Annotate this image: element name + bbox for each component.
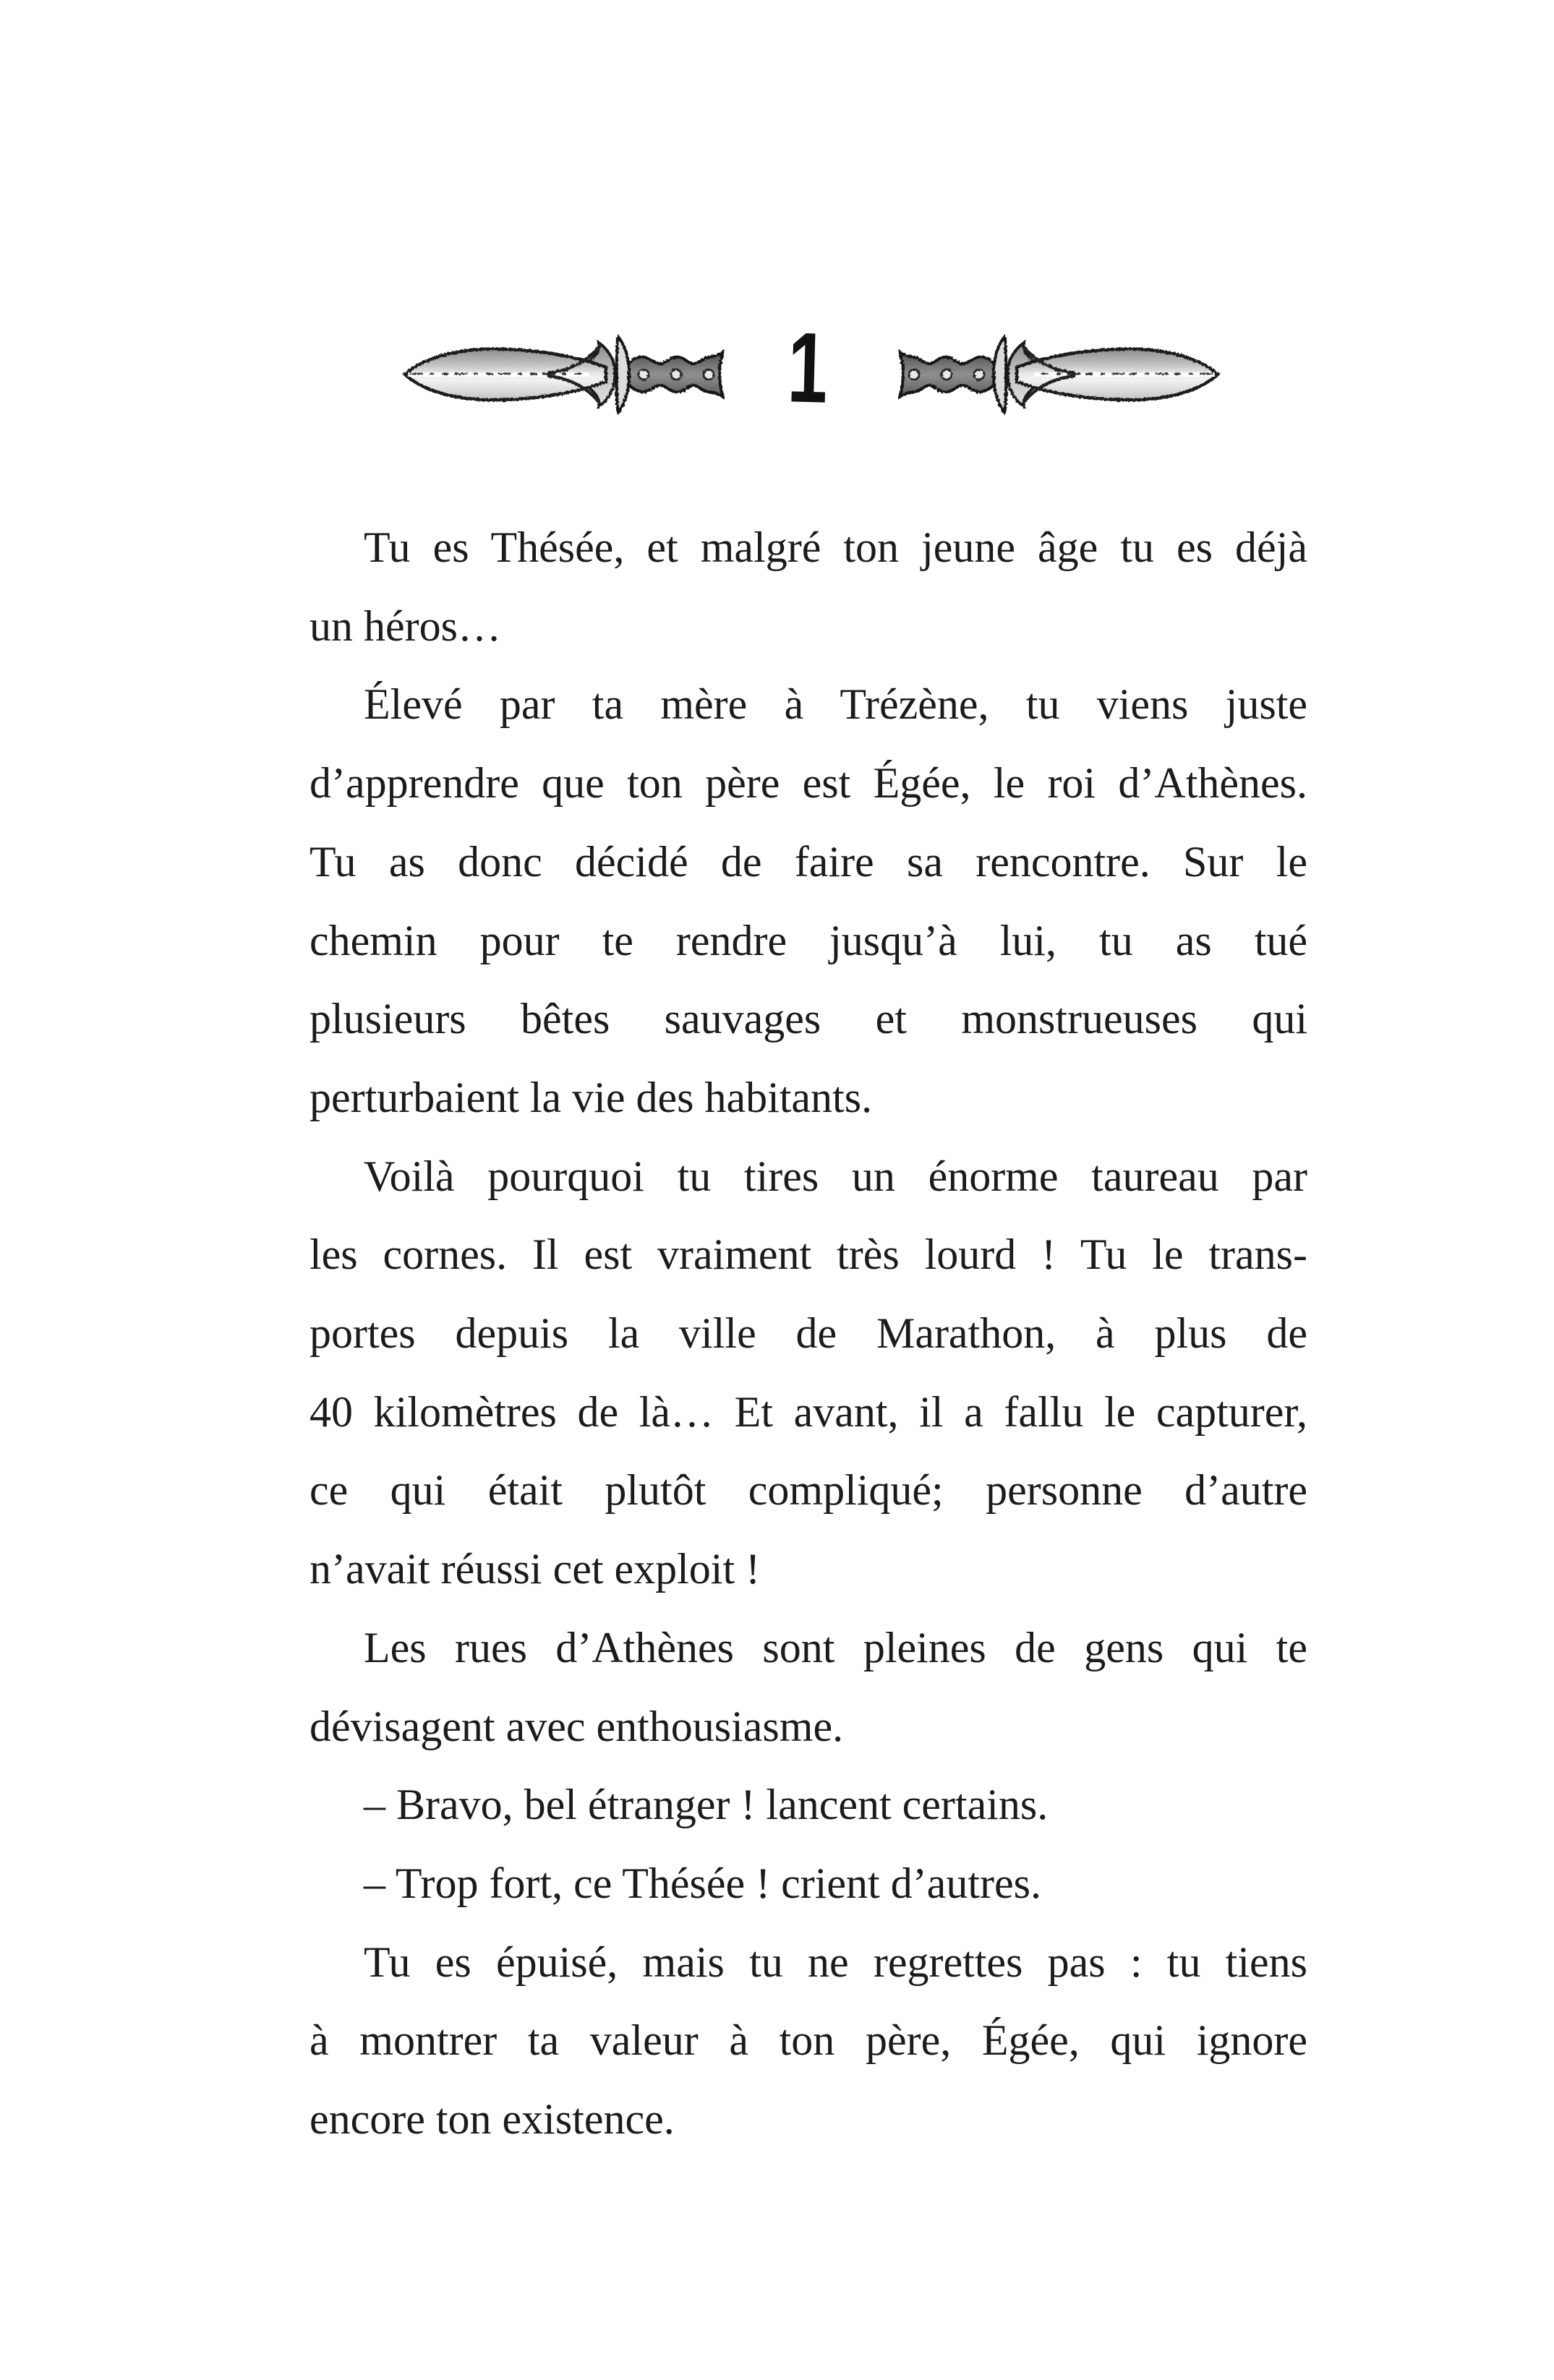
text-line: Les rues d’Athènes sont pleines de gens qui te <box>364 1623 1307 1671</box>
text-line: Tu es Thésée, et malgré ton jeune âge tu es déjà <box>364 523 1307 571</box>
text-line: portes depuis la ville de Marathon, à plus de <box>309 1309 1307 1358</box>
text-line: perturbaient la vie des habitants. <box>309 1073 873 1121</box>
text-line: Tu es épuisé, mais tu ne regrettes pas : tu tiens <box>364 1938 1307 1986</box>
text-line: Voilà pourquoi tu tires un énorme taureau par <box>364 1152 1307 1200</box>
text-line: d’apprendre que ton père est Égée, le roi d’Athènes. <box>309 759 1307 808</box>
text-line: ce qui était plutôt compliqué; personne d’autre <box>309 1466 1307 1515</box>
text-line: Élevé par ta mère à Trézène, tu viens juste <box>364 680 1307 729</box>
text-line: 40 kilomètres de là… Et avant, il a fallu le capturer, <box>309 1387 1307 1436</box>
dagger-icon <box>898 331 1224 418</box>
text-line: à montrer ta valeur à ton père, Égée, qui ignore <box>309 2016 1307 2065</box>
text-line: encore ton existence. <box>309 2095 675 2144</box>
text-line: plusieurs bêtes sauvages et monstrueuses qui <box>309 995 1307 1043</box>
dagger-icon <box>399 331 725 418</box>
text-line: Tu as donc décidé de faire sa rencontre. Sur le <box>309 837 1307 886</box>
text-line: n’avait réussi cet exploit ! <box>309 1545 761 1593</box>
story-text <box>309 508 1307 2159</box>
text-line: chemin pour te rendre jusqu’à lui, tu as tué <box>309 916 1307 964</box>
text-line: – Trop fort, ce Thésée ! crient d’autres. <box>364 1859 1041 1907</box>
chapter-number: 1 <box>786 311 829 424</box>
text-line: – Bravo, bel étranger ! lancent certains. <box>364 1781 1049 1829</box>
text-line: dévisagent avec enthousiasme. <box>309 1702 844 1750</box>
text-line: les cornes. Il est vraiment très lourd ! Tu le trans- <box>309 1230 1307 1279</box>
text-line: un héros… <box>309 602 501 650</box>
